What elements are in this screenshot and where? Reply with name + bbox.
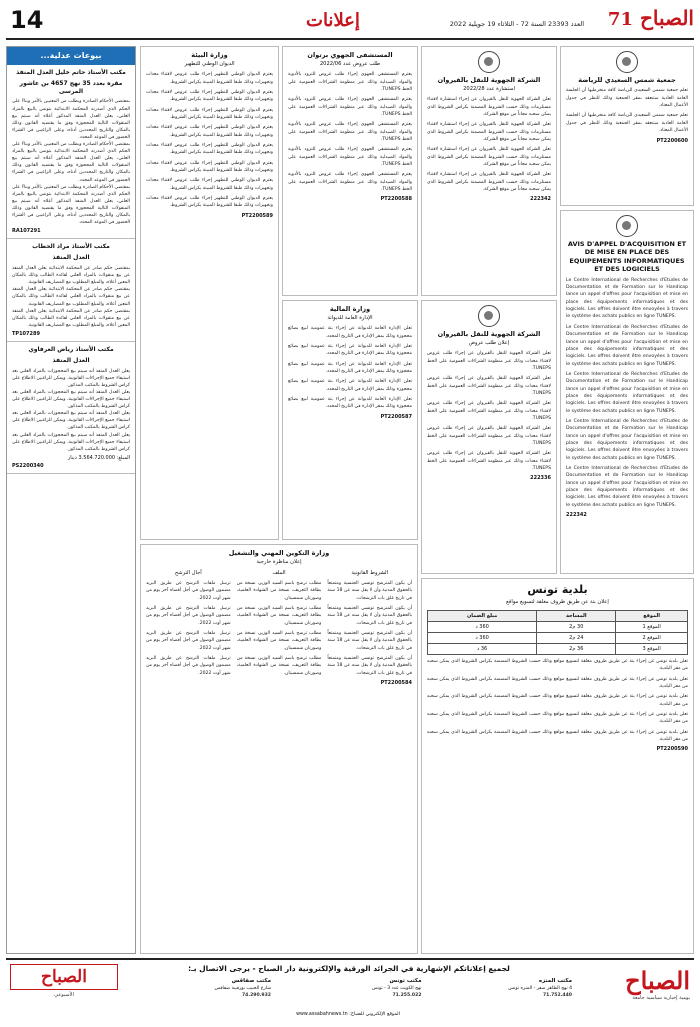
ad-body: يعتزم الديوان الوطني للتطهير إجراء طلب عروض لاقتناء معدات وتجهيزات وذلك طبقا للشروط المبينة بكراس الشروط. bbox=[146, 142, 273, 156]
weekly-tag: الأسبوعي bbox=[54, 992, 74, 998]
ad-body: تعلن الشركة الجهوية للنقل بالقيروان عن إجراء طلب عروض لاقتناء معدات وذلك عبر منظومة الشراءات العمومية على الخط TUNEPS. bbox=[427, 426, 551, 446]
wide-col-body: أن يكون المترشح تونسي الجنسية ومتمتعاً بالحقوق المدنية وأن لا يقل سنه عن 18 سنة في تاريخ غلق باب الترشحات. bbox=[327, 605, 412, 626]
sidebar-block bbox=[7, 342, 135, 474]
block-title: مكتب الأستاذ رياض العرفاوي bbox=[28, 345, 114, 353]
ad-ref: PT2200588 bbox=[380, 196, 412, 203]
sidebar-block bbox=[7, 65, 135, 239]
sidebar-header: بيوعات عدلية... bbox=[7, 47, 135, 65]
block-subtitle: مقره بعدد 35 نهج 4657 بن عاشور المرسى bbox=[19, 79, 123, 95]
ad-title: وزارة التكوين المهني والتشغيل bbox=[228, 549, 330, 557]
ad-subtitle: إعلان بتة عن طريق ظروف مغلقة لتسويغ مواقع bbox=[506, 599, 609, 606]
table-cell: 30 م2 bbox=[537, 622, 616, 633]
footer bbox=[6, 958, 694, 1021]
wide-col-body: أن يكون المترشح تونسي الجنسية ومتمتعاً بالحقوق المدنية وأن لا يقل سنه عن 18 سنة في تاريخ غلق باب الترشحات. bbox=[327, 656, 412, 676]
emblem-icon bbox=[616, 215, 638, 237]
ad-hospital bbox=[282, 46, 418, 296]
emblem-icon bbox=[478, 305, 500, 327]
ad-body: تعلن الشركة الجهوية للنقل بالقيروان عن إجراء استشارة لاقتناء مستلزمات وذلك حسب الشروط المضمنة بكراس الشروط الذي يمكن سحبه مجاناً من موقع الشركة. bbox=[427, 122, 551, 142]
wide-col-body: مطلب ترشح باسم السيد الوزير، نسخة من بطاقة التعريف، نسخة من الشهادة العلمية، وصورتان شمسيتان. bbox=[236, 580, 322, 601]
ad-title: بلدية تونس bbox=[527, 583, 588, 596]
ad-subtitle: الإدارة العامة للديوانة bbox=[327, 315, 373, 322]
newspaper-logo[interactable] bbox=[608, 6, 694, 30]
ad-body: تعلن الإدارة العامة للديوانة عن إجراء بتة عمومية لبيع بضائع محجوزة وذلك بمقر الإدارة في التاريخ المحدد. bbox=[288, 379, 412, 392]
table-cell: 360 د bbox=[428, 633, 537, 644]
ad-ref: 222342 bbox=[530, 196, 551, 203]
block-body: بمقتضى الأحكام الصادرة وبطلب من المعنيين بالأمر وبناءً على الحكم الذي أصدرته المحكمة الابتدائية بتونس بالبيع بالمزاد العلني، يعلن العدل المنفذ المذكور أعلاه أنه سيتم بيع المنقولات التالية المحجوزة وفق ما يقتضيه القانون وذلك بالمكان والتاريخ المحددين أدناه، وعلى الراغبين في الشراء الحضور في الموعد المحدد. bbox=[12, 142, 130, 183]
ad-body: تعلن بلدية تونس عن إجراء بتة عن طريق ظروف مغلقة لتسويغ مواقع وذلك حسب الشروط المضمنة بكراس الشروط الذي يمكن سحبه من مقر البلدية. bbox=[427, 676, 688, 690]
ad-body: تعلن الإدارة العامة للديوانة عن إجراء بتة عمومية لبيع بضائع محجوزة وذلك بمقر الإدارة في التاريخ المحدد. bbox=[288, 343, 412, 357]
office-phone[interactable]: 74.290.932 bbox=[241, 992, 271, 998]
wide-col-body: مطلب ترشح باسم السيد الوزير، نسخة من بطاقة التعريف، نسخة من الشهادة العلمية، وصورتان شمسيتان. bbox=[236, 605, 322, 626]
ad-title: وزارة المالية bbox=[329, 305, 371, 313]
wide-col-heading: الملف bbox=[272, 570, 286, 577]
table-cell: الموقع 3 bbox=[616, 644, 688, 655]
ad-body: يعتزم الديوان الوطني للتطهير إجراء طلب عروض لاقتناء معدات وتجهيزات وذلك طبقا للشروط المبينة بكراس الشروط. bbox=[146, 178, 273, 191]
block-body: بمقتضى الأحكام الصادرة وبطلب من المعنيين بالأمر وبناءً على الحكم الذي أصدرته المحكمة الابتدائية بتونس بالبيع بالمزاد العلني، يعلن العدل المنفذ المذكور أعلاه أنه سيتم بيع المنقولات التالية المحجوزة وفق ما يقتضيه القانون وذلك بالمكان والتاريخ المحددين أدناه، وعلى الراغبين في الشراء الحضور في الموعد المحدد. bbox=[12, 184, 130, 226]
footer-weekly-logo[interactable] bbox=[10, 964, 118, 998]
table-cell: 36 م2 bbox=[537, 644, 616, 655]
office-item bbox=[427, 977, 572, 1000]
table-cell: 36 د bbox=[428, 644, 537, 655]
footer-website[interactable]: الموقع الإلكتروني للصباح: www.assabahnews.tn bbox=[296, 1012, 400, 1017]
ad-body: تعلم جمعية شمس السعيدي للرياضة كافة منخرطيها أن الجلسة العامة العادية ستنعقد بمقر الجمعية وذلك للنظر في جدول الأعمال المعتاد. bbox=[566, 88, 688, 109]
ad-body: تعلم جمعية شمس السعيدي للرياضة كافة منخرطيها أن الجلسة العامة العادية ستنعقد بمقر الجمعية وذلك للنظر في جدول الأعمال المعتاد. bbox=[566, 113, 688, 134]
ad-sport bbox=[560, 46, 694, 206]
ad-title: وزارة البيئة bbox=[191, 51, 228, 59]
table-cell: الموقع 2 bbox=[616, 633, 688, 644]
emblem-icon bbox=[478, 51, 500, 73]
ad-body: Le Centre International de Recherches d'Etudes de Documentation et de Formation sur le Handicap lance un appel d'offres pour l'acquisition et mise en place des équipements informatiques et des logiciels. Les offres doivent être envoyées à travers le système des achats publics en ligne TUNEPS. bbox=[566, 277, 688, 320]
ad-body: Le Centre International de Recherches d'Etudes de Documentation et de Formation sur le Handicap lance un appel d'offres pour l'acquisition et mise en place des équipements informatiques et des logiciels. Les offres doivent être envoyées à travers le système des achats publics en ligne TUNEPS. bbox=[566, 418, 688, 461]
emblem-icon bbox=[616, 51, 638, 73]
office-item bbox=[277, 977, 422, 1000]
ad-body: تعلن الإدارة العامة للديوانة عن إجراء بتة عمومية لبيع بضائع محجوزة وذلك بمقر الإدارة في التاريخ المحدد. bbox=[288, 361, 412, 374]
block-body: بمقتضى حكم صادر عن المحكمة الابتدائية يعلن العدل المنفذ عن بيع منقولات بالمزاد العلني لفائدة الطالب وذلك بالمكان المعين أعلاه، والمبلغ المطلوب مع المصاريف القانونية. bbox=[12, 287, 130, 307]
office-item bbox=[126, 977, 271, 1000]
table-header: مبلغ الضمان bbox=[428, 611, 537, 622]
ad-body: يعتزم الديوان الوطني للتطهير إجراء طلب عروض لاقتناء معدات وتجهيزات وذلك طبقا للشروط المبينة بكراس الشروط. bbox=[146, 196, 273, 209]
block-subtitle: العدل المنفذ bbox=[52, 356, 90, 364]
table-cell: 360 د bbox=[428, 622, 537, 633]
wide-col bbox=[327, 570, 412, 677]
office-name: مكتب المنزه bbox=[538, 978, 572, 984]
logo-number: 71 bbox=[607, 9, 633, 30]
ad-body: يعتزم الديوان الوطني للتطهير إجراء طلب عروض لاقتناء معدات وتجهيزات وذلك طبقا للشروط المبينة بكراس الشروط. bbox=[146, 160, 273, 173]
office-phone[interactable]: 71.752.440 bbox=[542, 992, 572, 998]
ad-subtitle: الديوان الوطني للتطهير bbox=[184, 61, 235, 68]
ad-ref: 222342 bbox=[566, 512, 587, 519]
ad-body: تعلن بلدية تونس عن إجراء بتة عن طريق ظروف مغلقة لتسويغ مواقع وذلك حسب الشروط المضمنة بكراس الشروط الذي يمكن سحبه من مقر البلدية. bbox=[427, 712, 688, 725]
ad-ministry bbox=[140, 46, 279, 540]
block-body: بمقتضى حكم صادر عن المحكمة الابتدائية يعلن العدل المنفذ عن بيع منقولات بالمزاد العلني لفائدة الطالب وذلك بالمكان المعين أعلاه، والمبلغ المطلوب مع المصاريف القانونية. bbox=[12, 308, 130, 328]
ad-title: AVIS D'APPEL D'ACQUISITION ET DE MISE EN PLACE DES EQUIPEMENTS INFORMATIQUES ET DES LOGICIELS bbox=[567, 240, 687, 274]
ad-body: تعلن بلدية تونس عن إجراء بتة عن طريق ظروف مغلقة لتسويغ مواقع وذلك حسب الشروط المضمنة بكراس الشروط الذي يمكن سحبه من مقر البلدية. bbox=[427, 659, 688, 672]
office-name: مكتب تونس bbox=[389, 978, 422, 984]
ad-body: تعلن بلدية تونس عن إجراء بتة عن طريق ظروف مغلقة لتسويغ مواقع وذلك حسب الشروط المضمنة بكراس الشروط الذي يمكن سحبه من مقر البلدية. bbox=[427, 729, 688, 743]
sidebar-judicial-sales bbox=[6, 46, 136, 954]
wide-col-body: ترسل ملفات الترشح عن طريق البريد مضمون الوصول في أجل أقصاه آخر يوم من شهر أوت 2022. bbox=[145, 631, 231, 651]
office-list bbox=[126, 977, 572, 1000]
office-address: نهج الكويت عدد 3 - تونس bbox=[371, 985, 422, 991]
footer-promo bbox=[126, 964, 572, 1000]
ad-ref: 222336 bbox=[530, 475, 551, 482]
ad-body: يعتزم الديوان الوطني للتطهير إجراء طلب عروض لاقتناء معدات وتجهيزات وذلك طبقا للشروط المبينة بكراس الشروط. bbox=[146, 72, 273, 85]
ad-body: تعلن الشركة الجهوية للنقل بالقيروان عن إجراء طلب عروض لاقتناء معدات وذلك عبر منظومة الشراءات العمومية على الخط TUNEPS. bbox=[427, 351, 551, 371]
ad-body: تعلن الشركة الجهوية للنقل بالقيروان عن إجراء طلب عروض لاقتناء معدات وذلك عبر منظومة الشراءات العمومية على الخط TUNEPS. bbox=[427, 401, 551, 421]
ad-title: الشركة الجهوية للنقل بالقيروان bbox=[437, 76, 541, 84]
wide-col-body: مطلب ترشح باسم السيد الوزير، نسخة من بطاقة التعريف، نسخة من الشهادة العلمية، وصورتان شمسيتان. bbox=[236, 656, 322, 676]
footer-logo[interactable] bbox=[578, 966, 690, 1001]
wide-col-body: أن يكون المترشح تونسي الجنسية ومتمتعاً بالحقوق المدنية وأن لا يقل سنه عن 18 سنة في تاريخ غلق باب الترشحات. bbox=[327, 631, 412, 651]
ad-body: تعلن الشركة الجهوية للنقل بالقيروان عن إجراء استشارة لاقتناء مستلزمات وذلك حسب الشروط المضمنة بكراس الشروط الذي يمكن سحبه مجاناً من موقع الشركة. bbox=[427, 172, 551, 192]
weekly-logo-text: الصباح bbox=[10, 964, 118, 990]
ad-body: تعلن الشركة الجهوية للنقل بالقيروان عن إجراء استشارة لاقتناء مستلزمات وذلك حسب الشروط المضمنة بكراس الشروط الذي يمكن سحبه مجاناً من موقع الشركة. bbox=[427, 147, 551, 167]
block-body: يعلن العدل المنفذ أنه سيتم بيع المحجوزات بالمزاد العلني بعد استيفاء جميع الإجراءات القانونية، ويمكن للراغبين الاطلاع على كراس الشروط بالمكتب المذكور. bbox=[12, 432, 130, 452]
wide-col-body: مطلب ترشح باسم السيد الوزير، نسخة من بطاقة التعريف، نسخة من الشهادة العلمية، وصورتان شمسيتان. bbox=[236, 631, 322, 651]
ad-body: يعتزم المستشفى الجهوي إجراء طلب عروض للتزود بالأدوية والمواد الصيدلية وذلك عبر منظومة الشراءات العمومية على الخط TUNEPS. bbox=[288, 97, 412, 117]
ad-subtitle: إعلان مناظرة خارجية bbox=[256, 559, 302, 566]
ad-body: تعلن بلدية تونس عن إجراء بتة عن طريق ظروف مغلقة لتسويغ مواقع وذلك حسب الشروط المضمنة بكراس الشروط الذي يمكن سحبه من مقر البلدية. bbox=[427, 694, 688, 707]
ad-ref: PT2200584 bbox=[380, 680, 412, 687]
table-header: الموقع bbox=[616, 611, 688, 622]
masthead bbox=[6, 6, 694, 40]
section-title: إعلانات bbox=[306, 10, 360, 31]
block-subtitle: العدل المنفذ bbox=[52, 254, 90, 262]
ad-title: المستشفى الجهوي برتوان bbox=[307, 51, 393, 59]
wide-col-heading: الشروط القانونية bbox=[351, 570, 388, 577]
table-row bbox=[428, 644, 688, 655]
table-cell: 24 م2 bbox=[537, 633, 616, 644]
table-row bbox=[428, 633, 688, 644]
ad-subtitle: استشارة عدد 2022/28 bbox=[463, 86, 515, 93]
ad-subtitle: طلب عروض عدد 2022/06 bbox=[319, 61, 381, 68]
block-body: يعلن العدل المنفذ أنه سيتم بيع المحجوزات بالمزاد العلني بعد استيفاء جميع الإجراءات القانونية، ويمكن للراغبين الاطلاع على كراس الشروط بالمكتب المذكور. bbox=[12, 411, 130, 431]
ad-body: Le Centre International de Recherches d'Etudes de Documentation et de Formation sur le Handicap lance un appel d'offres pour l'acquisition et mise en place des équipements informatiques et des logiciels. Les offres doivent être envoyées à travers le système des achats publics en ligne TUNEPS. bbox=[566, 324, 688, 367]
block-ref: RA107291 bbox=[12, 228, 41, 235]
ad-transport-2 bbox=[421, 300, 557, 574]
block-ref: PS2200340 bbox=[12, 462, 44, 469]
ad-body: Le Centre International de Recherches d'Etudes de Documentation et de Formation sur le Handicap lance un appel d'offres pour l'acquisition et mise en place des équipements informatiques et des logiciels. Les offres doivent être envoyées à travers le système des achats publics en ligne TUNEPS. bbox=[566, 371, 688, 414]
ad-body: تعلن الإدارة العامة للديوانة عن إجراء بتة عمومية لبيع بضائع محجوزة وذلك بمقر الإدارة في التاريخ المحدد. bbox=[288, 326, 412, 339]
sidebar-block bbox=[7, 239, 135, 342]
block-body: يعلن العدل المنفذ أنه سيتم بيع المحجوزات بالمزاد العلني بعد استيفاء جميع الإجراءات القانونية، ويمكن للراغبين الاطلاع على كراس الشروط بالمكتب المذكور. bbox=[12, 368, 130, 388]
office-phone[interactable]: 71.255.022 bbox=[392, 992, 422, 998]
ad-ref: PT2200590 bbox=[656, 746, 688, 753]
wide-col-body: ترسل ملفات الترشح عن طريق البريد مضمون الوصول في أجل أقصاه آخر يوم من شهر أوت 2022. bbox=[145, 656, 231, 676]
page-number: 14 bbox=[10, 6, 44, 34]
ad-body: يعتزم الديوان الوطني للتطهير إجراء طلب عروض لاقتناء معدات وتجهيزات وذلك طبقا للشروط المبينة بكراس الشروط. bbox=[146, 89, 273, 103]
logo-text: الصباح bbox=[639, 6, 694, 30]
ad-body: يعتزم الديوان الوطني للتطهير إجراء طلب عروض لاقتناء معدات وتجهيزات وذلك طبقا للشروط المبينة بكراس الشروط. bbox=[146, 107, 273, 120]
ad-ref: PT2200589 bbox=[241, 212, 273, 219]
ad-body: تعلن الشركة الجهوية للنقل بالقيروان عن إجراء طلب عروض لاقتناء معدات وذلك عبر منظومة الشراءات العمومية على الخط TUNEPS. bbox=[427, 376, 551, 396]
ad-ref: PT2200600 bbox=[656, 137, 688, 144]
ad-ref: PT2200587 bbox=[380, 413, 412, 420]
ad-wide bbox=[140, 544, 418, 954]
ad-body: يعتزم المستشفى الجهوي إجراء طلب عروض للتزود بالأدوية والمواد الصيدلية وذلك عبر منظومة الشراءات العمومية على الخط TUNEPS. bbox=[288, 147, 412, 167]
table-cell: الموقع 1 bbox=[616, 622, 688, 633]
ad-transport-1 bbox=[421, 46, 557, 296]
ad-french bbox=[560, 210, 694, 574]
footer-logo-sub: يومية إخبارية سياسية جامعة bbox=[632, 995, 690, 1001]
issue-meta: العدد 23393 السنة 72 - الثلاثاء 19 جويلية 2022 bbox=[449, 20, 584, 28]
ad-body: يعتزم المستشفى الجهوي إجراء طلب عروض للتزود بالأدوية والمواد الصيدلية وذلك عبر منظومة الشراءات العمومية على الخط TUNEPS. bbox=[288, 72, 412, 92]
ad-body: Le Centre International de Recherches d'Etudes de Documentation et de Formation sur le Handicap lance un appel d'offres pour l'acquisition et mise en place des équipements informatiques et des logiciels. Les offres doivent être envoyées à travers le système des achats publics en ligne TUNEPS. bbox=[566, 466, 688, 508]
wide-col-body: ترسل ملفات الترشح عن طريق البريد مضمون الوصول في أجل أقصاه آخر يوم من شهر أوت 2022. bbox=[145, 580, 231, 601]
block-body: بمقتضى الأحكام الصادرة وبطلب من المعنيين بالأمر وبناءً على الحكم الذي أصدرته المحكمة الابتدائية بتونس بالبيع بالمزاد العلني، يعلن العدل المنفذ المذكور أعلاه أنه سيتم بيع المنقولات التالية المحجوزة وفق ما يقتضيه القانون وذلك بالمكان والتاريخ المحددين أدناه، وعلى الراغبين في الشراء الحضور في الموعد المحدد. bbox=[12, 99, 130, 140]
ad-municipality bbox=[421, 578, 694, 954]
office-name: مكتب صفاقس bbox=[231, 978, 271, 984]
ad-body: يعتزم الديوان الوطني للتطهير إجراء طلب عروض لاقتناء معدات وتجهيزات وذلك طبقا للشروط المبينة بكراس الشروط. bbox=[146, 125, 273, 138]
ad-finance bbox=[282, 300, 418, 540]
block-body: يعلن العدل المنفذ أنه سيتم بيع المحجوزات بالمزاد العلني بعد استيفاء جميع الإجراءات القانونية، ويمكن للراغبين الاطلاع على كراس الشروط بالمكتب المذكور. bbox=[12, 389, 130, 410]
block-title: مكتب الأستاذ حاتم خليل العدل المنفذ bbox=[16, 69, 126, 76]
wide-col-body: ترسل ملفات الترشح عن طريق البريد مضمون الوصول في أجل أقصاه آخر يوم من شهر أوت 2022. bbox=[145, 605, 231, 626]
promo-text: لجميع إعلاناتكم الإشهارية في الجرائد الورقية والإلكترونية دار الصباح - يرجى الاتصال بـ: bbox=[188, 964, 510, 973]
table-row bbox=[428, 622, 688, 633]
ad-body: يعتزم المستشفى الجهوي إجراء طلب عروض للتزود بالأدوية والمواد الصيدلية وذلك عبر منظومة الشراءات العمومية على الخط TUNEPS. bbox=[288, 122, 412, 142]
wide-col bbox=[237, 570, 322, 677]
block-ref: TP107289 bbox=[12, 330, 40, 337]
ad-body: تعلن الشركة الجهوية للنقل بالقيروان عن إجراء استشارة لاقتناء مستلزمات وذلك حسب الشروط المضمنة بكراس الشروط الذي يمكن سحبه مجاناً من موقع الشركة. bbox=[427, 97, 551, 117]
ad-body: تعلن الإدارة العامة للديوانة عن إجراء بتة عمومية لبيع بضائع محجوزة وذلك بمقر الإدارة في التاريخ المحدد. bbox=[288, 396, 412, 410]
wide-col bbox=[146, 570, 231, 677]
wide-col-heading: آجال الترشح bbox=[174, 570, 202, 577]
footer-logo-text: الصباح bbox=[625, 966, 690, 995]
office-address: شارع الحبيب بورقيبة صفاقس bbox=[214, 985, 271, 991]
ad-body: تعلن الشركة الجهوية للنقل بالقيروان عن إجراء طلب عروض لاقتناء معدات وذلك عبر منظومة الشراءات العمومية على الخط TUNEPS. bbox=[427, 451, 551, 471]
block-amount: المبلغ: 3.564.720.000 دينار bbox=[67, 454, 130, 461]
wide-col-body: أن يكون المترشح تونسي الجنسية ومتمتعاً بالحقوق المدنية وأن لا يقل سنه عن 18 سنة في تاريخ غلق باب الترشحات. bbox=[327, 580, 412, 601]
ad-title: جمعية شمس السعيدي للرياضة bbox=[578, 76, 676, 84]
office-address: 4 نهج الطاهر صفر - المنزه تونس bbox=[508, 985, 572, 991]
ad-subtitle: إعلان طلب عروض bbox=[468, 340, 510, 347]
block-title: مكتب الأستاذ مراد الحطاب bbox=[32, 243, 110, 251]
table-header: المساحة bbox=[537, 611, 616, 622]
sites-table bbox=[427, 610, 688, 655]
ad-title: الشركة الجهوية للنقل بالقيروان bbox=[437, 330, 541, 338]
ad-body: يعتزم المستشفى الجهوي إجراء طلب عروض للتزود بالأدوية والمواد الصيدلية وذلك عبر منظومة الشراءات العمومية على الخط TUNEPS. bbox=[288, 172, 412, 192]
block-body: بمقتضى حكم صادر عن المحكمة الابتدائية يعلن العدل المنفذ عن بيع منقولات بالمزاد العلني لفائدة الطالب وذلك بالمكان المعين أعلاه، والمبلغ المطلوب مع المصاريف القانونية. bbox=[12, 265, 130, 286]
